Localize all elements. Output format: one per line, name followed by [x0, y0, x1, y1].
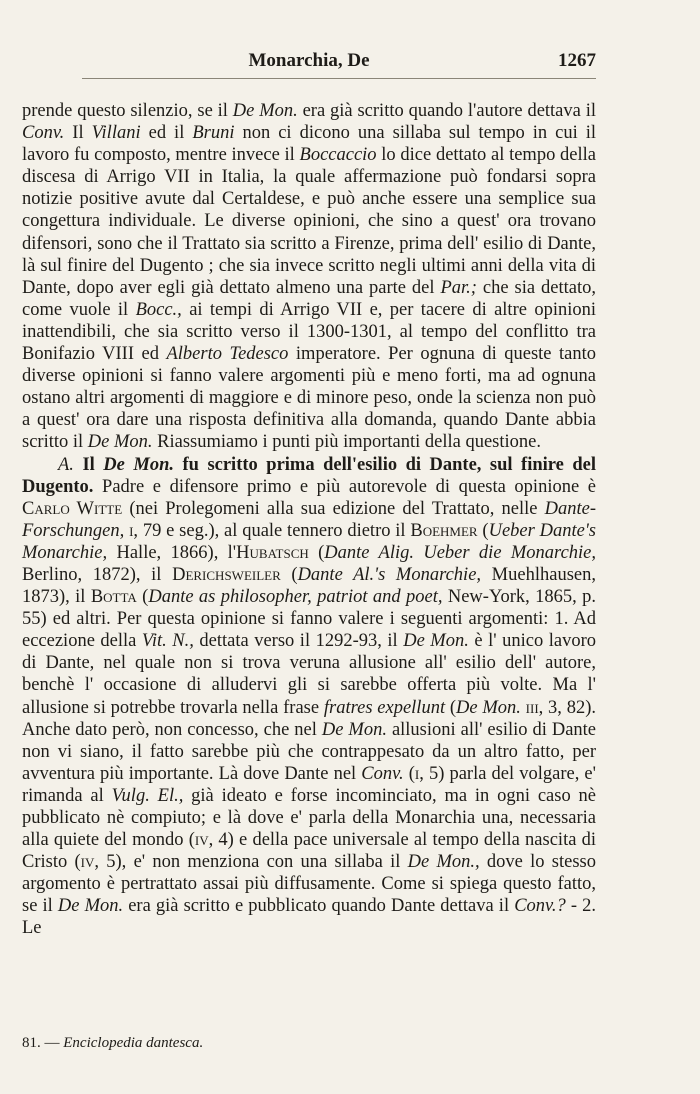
header-rule: [82, 78, 596, 79]
footer-signature: 81. — Enciclopedia dantesca.: [22, 1035, 204, 1051]
page-header: [22, 50, 596, 78]
body-text: [22, 100, 596, 940]
section-heading: fu scritto prima dell'esilio di Dante, sul finire del Dugento.: [22, 454, 597, 497]
paragraph: prende questo silenzio, se il De Mon. era già scritto quando l'autore dettava il Conv. Il Villani ed il Bruni non ci dicono una sillaba sul tempo in cui il lavoro fu composto, mentre invece il Boccaccio lo dice dettato al tempo della discesa di Arrigo VII in Italia, la quale affermazione può fondarsi sopra notizie positive avute dal Certaldese, e può anche essere una semplice sua congettura individuale. Le diverse opinioni, che sino a quest' ora trovano difensori, sono che il Trattato sia scritto a Firenze, prima dell' esilio di Dante, là sul finire del Dugento ; che sia invece scritto negli ultimi anni della vita di Dante, dopo aver egli già dettato almeno una parte del Par.; che sia dettato, come vuole il Bocc., ai tempi di Arrigo VII e, per tacere di altre opinioni inattendibili, che sia scritto verso il 1300-1301, al tempo del conflitto tra Bonifazio VIII ed Alberto Tedesco imperatore. Per ognuna di queste tanto diverse opinioni si fanno valere argomenti più e meno forti, ma ad ognuna ostano altri argomenti di maggiore e di minore peso, onde la scienza non può a quest' ora dare una risposta definitiva alla domanda, quando Dante abbia scritto il De Mon. Riassumiamo i punti più importanti della questione.: [22, 101, 597, 453]
footer-work-title: Enciclopedia dantesca.: [63, 1035, 204, 1051]
section-letter: A.: [58, 454, 74, 475]
page-number: 1267: [558, 50, 596, 71]
running-title: Monarchia, De: [248, 50, 370, 71]
paragraph: A. Il De Mon. fu scritto prima dell'esilio di Dante, sul finire del Dugento. Padre e difensore primo e più autorevole di questa opinione è Carlo Witte (nei Prolegomeni alla sua edizione del Trattato, nelle Dante-Forschungen, i, 79 e seg.), al quale tennero dietro il Boehmer (Ueber Dante's Monarchie, Halle, 1866), l'Hubatsch (Dante Alig. Ueber die Monarchie, Berlino, 1872), il Derichsweiler (Dante Al.'s Monarchie, Muehlhausen, 1873), il Botta (Dante as philosopher, patriot and poet, New-York, 1865, p. 55) ed altri. Per questa opinione si fanno valere i seguenti argomenti: 1. Ad eccezione della Vit. N., dettata verso il 1292-93, il De Mon. è l' unico lavoro di Dante, nel quale non si trova veruna allusione all' esilio dell' autore, benchè l' occasione di alludervi gli si sarebbe offerta più volte. Ma l' allusione si potrebbe trovarla nella frase fratres expellunt (De Mon. iii, 3, 82). Anche dato però, non concesso, che nel De Mon. allusioni all' esilio di Dante non vi siano, il fatto sarebbe più che contrappesato da un altro fatto, per avventura più importante. Là dove Dante nel Conv. (i, 5) parla del volgare, e' rimanda al Vulg. El., già ideato e forse incominciato, ma in ogni caso nè pubblicato nè compiuto; e là dove e' parla della Monarchia una, necessaria alla quiete del mondo (iv, 4) e della pace universale al tempo della nascita di Cristo (iv, 5), e' non menziona con una sillaba il De Mon., dove lo stesso argomento è pertrattato assai più diffusamente. Come si spiega questo fatto, se il De Mon. era già scritto e pubblicato quando Dante dettava il Conv.? - 2. Le: [22, 454, 597, 939]
